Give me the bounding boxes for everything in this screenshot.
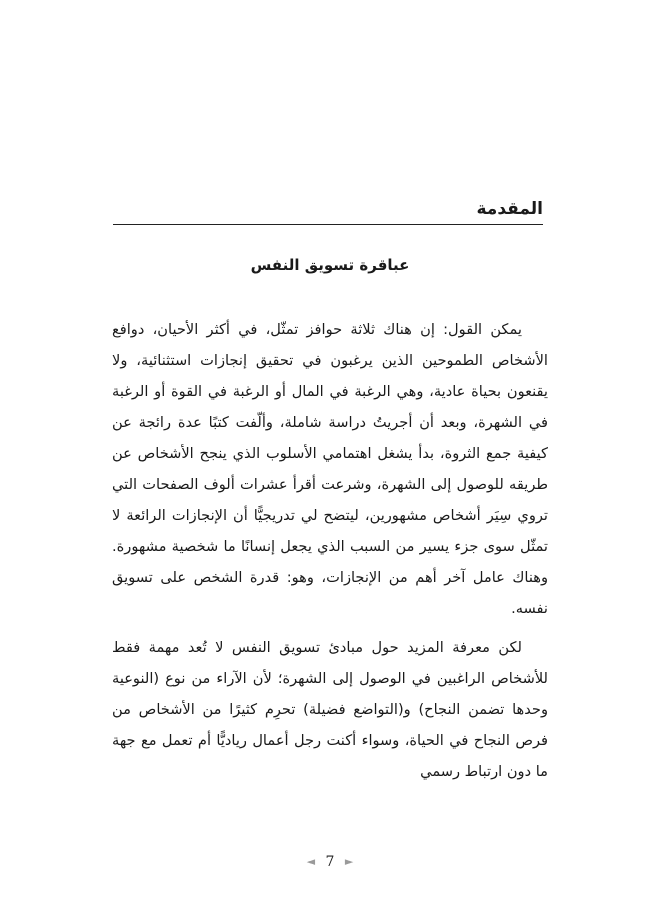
chapter-subtitle: عباقرة تسويق النفس [250, 256, 410, 274]
page-footer [0, 852, 660, 872]
page-number: 7 [325, 854, 335, 870]
right-arrow-icon: ► [344, 855, 354, 868]
paragraph-1: يمكن القول: إن هناك ثلاثة حوافز تمثّل، في أكثر الأحيان، دوافع الأشخاص الطموحين الذين يرغبون في تحقيق إنجازات استثنائية، ولا يقنعون بحياة عادية، وهي الرغبة في المال أو الرغبة في القوة أو الرغبة في الشهرة، وبعد أن أجريتُ دراسة شاملة، وألّفت كتبًا عدة رائجة عن كيفية جمع الثروة، بدأ يشغل اهتمامي الأسلوب الذي ينجح الأشخاص عن طريقه للوصول إلى الشهرة، وشرعت أقرأ عشرات ألوف الصفحات التي تروي سِيَر أشخاص مشهورين، ليتضح لي تدريجيًّا أن الإنجازات الرائعة لا تمثّل سوى جزء يسير من السبب الذي يجعل إنسانًا ما شخصية مشهورة. وهناك عامل آخر أهم من الإنجازات، وهو: قدرة الشخص على تسويق نفسه. [112, 321, 548, 617]
section-heading: المقدمة [113, 196, 543, 225]
left-arrow-icon: ◄ [306, 855, 316, 868]
paragraph-2: لكن معرفة المزيد حول مبادئ تسويق النفس لا تُعد مهمة فقط للأشخاص الراغبين في الوصول إلى الشهرة؛ لأن الآراء من نوع (النوعية وحدها تضمن النجاح) و(التواضع فضيلة) تحرِم كثيرًا من الأشخاص من فرص النجاح في الحياة، وسواء أكنت رجل أعمال رياديًّا أم تعمل مع جهة ما دون ارتباط رسمي [112, 639, 548, 780]
body-text [112, 314, 548, 787]
